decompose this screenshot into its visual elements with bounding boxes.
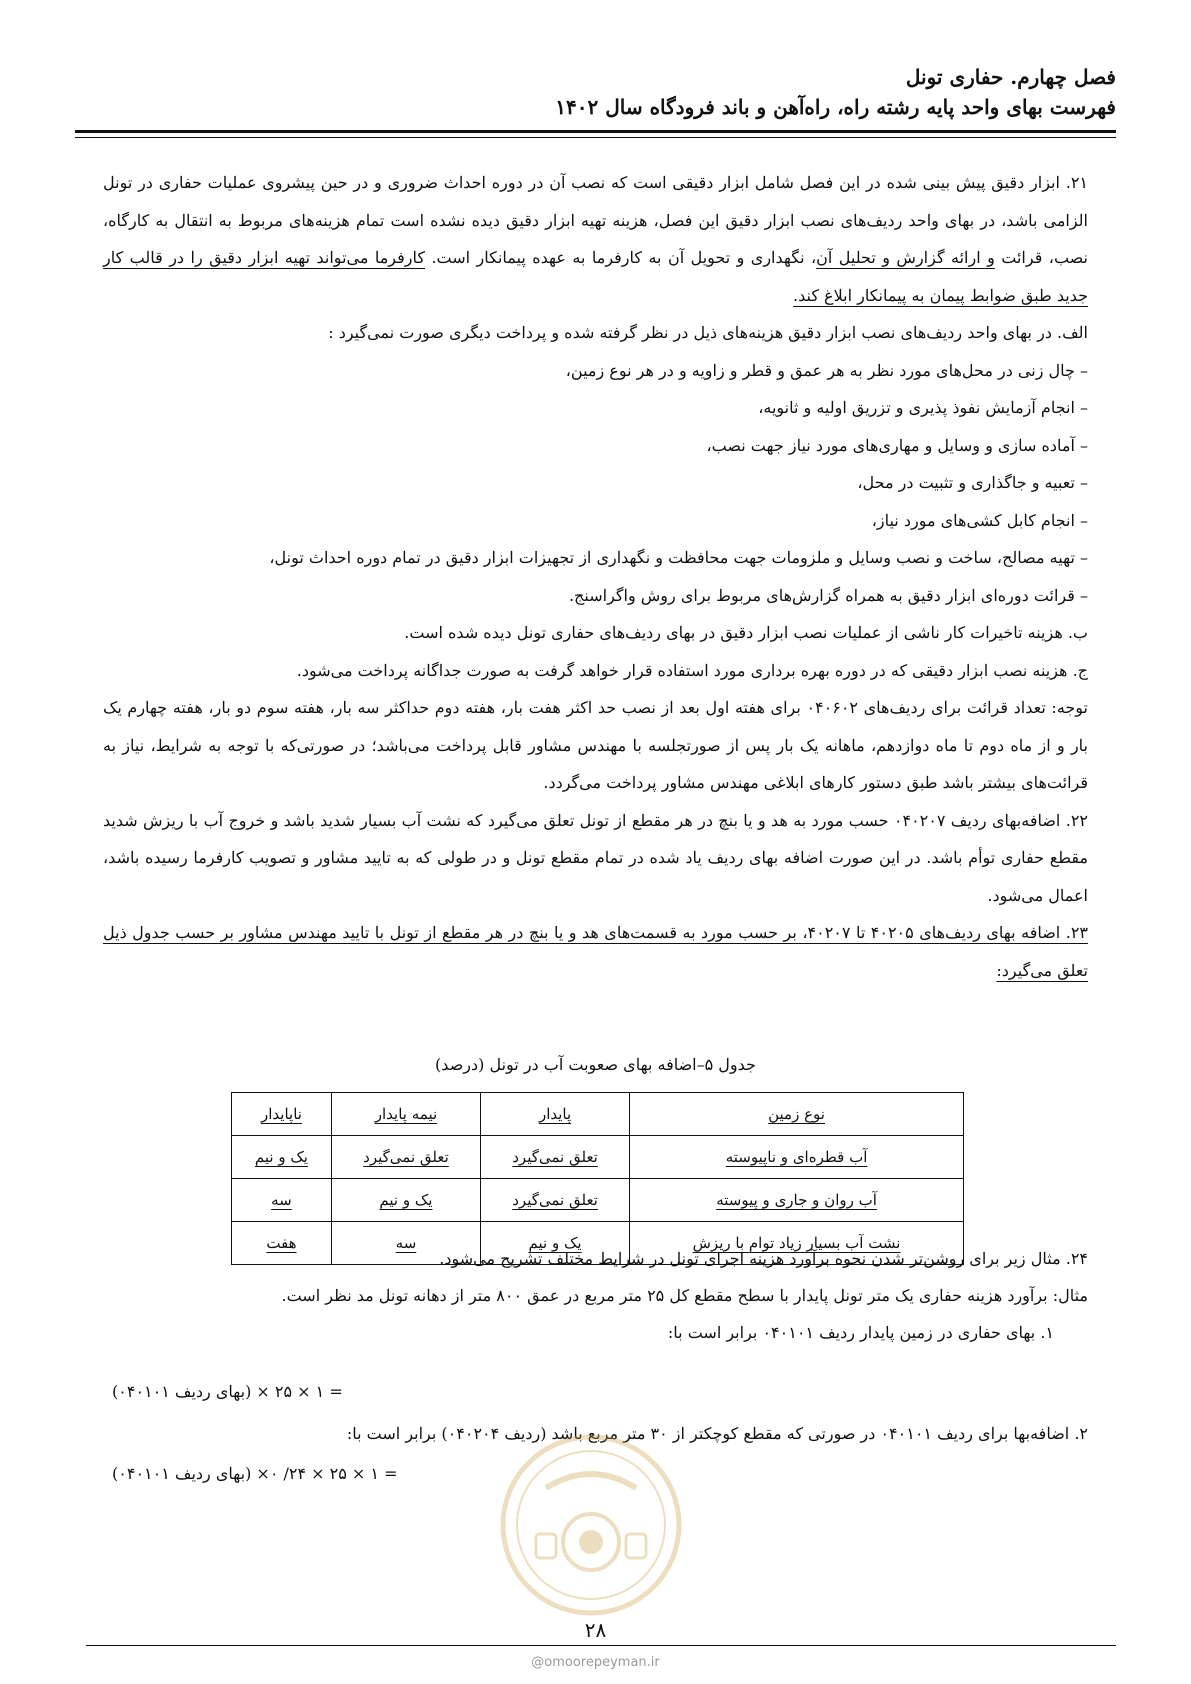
list-item: – چال زنی در محل‌های مورد نظر به هر عمق و قطر و زاویه و در هر نوع زمین،: [565, 360, 1088, 380]
table-header-cell: پایدار: [481, 1093, 630, 1136]
table-row: [232, 1136, 964, 1179]
list-item: – انجام کابل کشی‌های مورد نیاز،: [871, 510, 1088, 530]
table-cell: نشت آب بسیار زیاد توام با ریزش: [630, 1222, 964, 1265]
paragraph-23: ۲۳. اضافه بهای ردیف‌های ۴۰۲۰۵ تا ۴۰۲۰۷، بر حسب مورد به قسمت‌های هد و یا بنچ در هر مقطع از تونل با تایید مهندس مشاور بر حسب جدول ذیل تعلق می‌گیرد:: [103, 923, 1089, 980]
formula-1: = ۱ × ۲۵ × (بهای ردیف ۰۴۰۱۰۱): [112, 1382, 343, 1401]
paragraph-24: ۲۴. مثال زیر برای روشن‌تر شدن نحوه برآورد هزینه اجرای تونل در شرایط مختلف تشریح می‌شود.: [439, 1249, 1088, 1268]
paragraph-jim: ج. هزینه نصب ابزار دقیقی که در دوره بهره برداری مورد استفاده قرار خواهد گرفت به صورت جداگانه پرداخت می‌شود.: [296, 660, 1088, 680]
example-section: [103, 1240, 1088, 1351]
paragraph-21: [103, 164, 1088, 314]
table-header-cell: نیمه پایدار: [331, 1093, 480, 1136]
website-watermark: @omoorepeyman.ir: [531, 1655, 660, 1670]
table-row: [232, 1179, 964, 1222]
paragraph-22: ۲۲. اضافه‌بهای ردیف ۰۴۰۲۰۷ حسب مورد به هد و یا بنچ در هر مقطع از تونل تعلق می‌گیرد که نشت آب بسیار شدید باشد و خروج آب با ریزش شدید مقطع حفاری توأم باشد. در این صورت اضافه بهای ردیف یاد شده در تمام مقطع تونل و در طولی که به تایید مشاور و تصویب کارفرما رسیده باشد، اعمال می‌شود.: [103, 810, 1088, 905]
table-cell: تعلق نمی‌گیرد: [331, 1136, 480, 1179]
body-text: [103, 164, 1088, 989]
p21-part-b: ، نگهداری و تحویل آن به کارفرما به عهده پیمانکار است.: [425, 248, 817, 267]
page-header: [555, 62, 1116, 122]
table-cell: هفت: [232, 1222, 332, 1265]
list-item: – انجام آزمایش نفوذ پذیری و تزریق اولیه و ثانویه،: [758, 398, 1088, 417]
p21-underline-2: کارفرما می‌تواند تهیه ابزار دقیق را در قالب کار جدید طبق ضوابط پیمان به پیمانکار ابلاغ کند.: [103, 248, 1088, 305]
header-rule-thick: [75, 130, 1116, 133]
list-item: – قرائت دوره‌ای ابزار دقیق به همراه گزارش‌های مربوط برای روش واگراسنج.: [568, 585, 1088, 605]
page-number: ۲۸: [584, 1618, 607, 1642]
list-item: – تعبیه و جاگذاری و تثبیت در محل،: [857, 473, 1088, 492]
table-caption: جدول ۵–اضافه بهای صعوبت آب در تونل (درصد): [435, 1055, 756, 1074]
publisher-seal-watermark: [496, 1430, 686, 1620]
list-item: – آماده سازی و وسایل و مهاری‌های مورد نیاز جهت نصب،: [706, 435, 1088, 455]
formula-2: = ۱ × ۲۵ × ۲۴/ ۰× (بهای ردیف ۰۴۰۱۰۱): [112, 1464, 398, 1483]
paragraph-be: ب. هزینه تاخیرات کار ناشی از عملیات نصب ابزار دقیق در بهای ردیف‌های حفاری تونل دیده شده است.: [404, 623, 1088, 642]
example-item-2: ۲. اضافه‌بها برای ردیف ۰۴۰۱۰۱ در صورتی که مقطع کوچکتر از ۳۰ متر مربع باشد (ردیف ۰۴۰۲۰۴) برابر است با:: [346, 1424, 1088, 1443]
document-subtitle: فهرست بهای واحد پایه رشته راه، راه‌آهن و باند فرودگاه سال ۱۴۰۲: [555, 95, 1116, 119]
p21-part-a: ۲۱. ابزار دقیق پیش بینی شده در این فصل شامل ابزار دقیقی است که نصب آن در دوره احداث ضروری و در حین پیشروی عملیات حفاری در تونل الزامی باشد، در بهای واحد ردیف‌های نصب ابزار دقیق این فصل، هزینه تهیه ابزار دقیق دیده نشده است تمام هزینه‌های مربوط به انتقال به کارگاه، نصب، قرائت: [103, 173, 1088, 267]
chapter-title: فصل چهارم. حفاری تونل: [905, 65, 1116, 89]
list-item: – تهیه مصالح، ساخت و نصب وسایل و ملزومات جهت محافظت و نگهداری از تجهیزات ابزار دقیق در تمام دوره احداث تونل،: [269, 548, 1088, 567]
table-cell: یک و نیم: [232, 1136, 332, 1179]
table-cell: یک و نیم: [331, 1179, 480, 1222]
p21-underline-1: و ارائه گزارش و تحلیل آن: [816, 248, 995, 267]
table-cell: تعلق نمی‌گیرد: [481, 1179, 630, 1222]
table-header-row: [232, 1093, 964, 1136]
paragraph-note: توجه: تعداد قرائت برای ردیف‌های ۰۴۰۶۰۲ برای هفته اول بعد از نصب حد اکثر هفت بار، هفته دوم حداکثر سه بار، هفته سوم دو بار، هفته چهارم یک بار و از ماه دوم تا ماه دوازدهم، ماهانه یک بار پس از صورتجلسه با مهندس مشاور قابل پرداخت می‌باشد؛ در صورتی‌که با توجه به شرایط، نیاز به قرائت‌های بیشتر باشد طبق دستور کارهای ابلاغی مهندس مشاور پرداخت می‌گردد.: [103, 698, 1089, 792]
table-cell: تعلق نمی‌گیرد: [481, 1136, 630, 1179]
table-header-cell: ناپایدار: [232, 1093, 332, 1136]
header-rule-thin: [75, 137, 1116, 138]
footer-rule: [86, 1645, 1116, 1646]
table-header-cell: نوع زمین: [630, 1093, 964, 1136]
example-text: مثال: برآورد هزینه حفاری یک متر تونل پایدار با سطح مقطع کل ۲۵ متر مربع در عمق ۸۰۰ متر از دهانه تونل مد نظر است.: [281, 1286, 1088, 1305]
table-cell: سه: [331, 1222, 480, 1265]
table-cell: یک و نیم: [481, 1222, 630, 1265]
paragraph-alef: الف. در بهای واحد ردیف‌های نصب ابزار دقیق هزینه‌های ذیل در نظر گرفته شده و پرداخت دیگری صورت نمی‌گیرد :: [328, 323, 1088, 342]
table-cell: آب روان و جاری و پیوسته: [630, 1179, 964, 1222]
table-cell: آب قطره‌ای و ناپیوسته: [630, 1136, 964, 1179]
table-cell: سه: [232, 1179, 332, 1222]
example-item-1: ۱. بهای حفاری در زمین پایدار ردیف ۰۴۰۱۰۱ برابر است با:: [667, 1323, 1054, 1342]
